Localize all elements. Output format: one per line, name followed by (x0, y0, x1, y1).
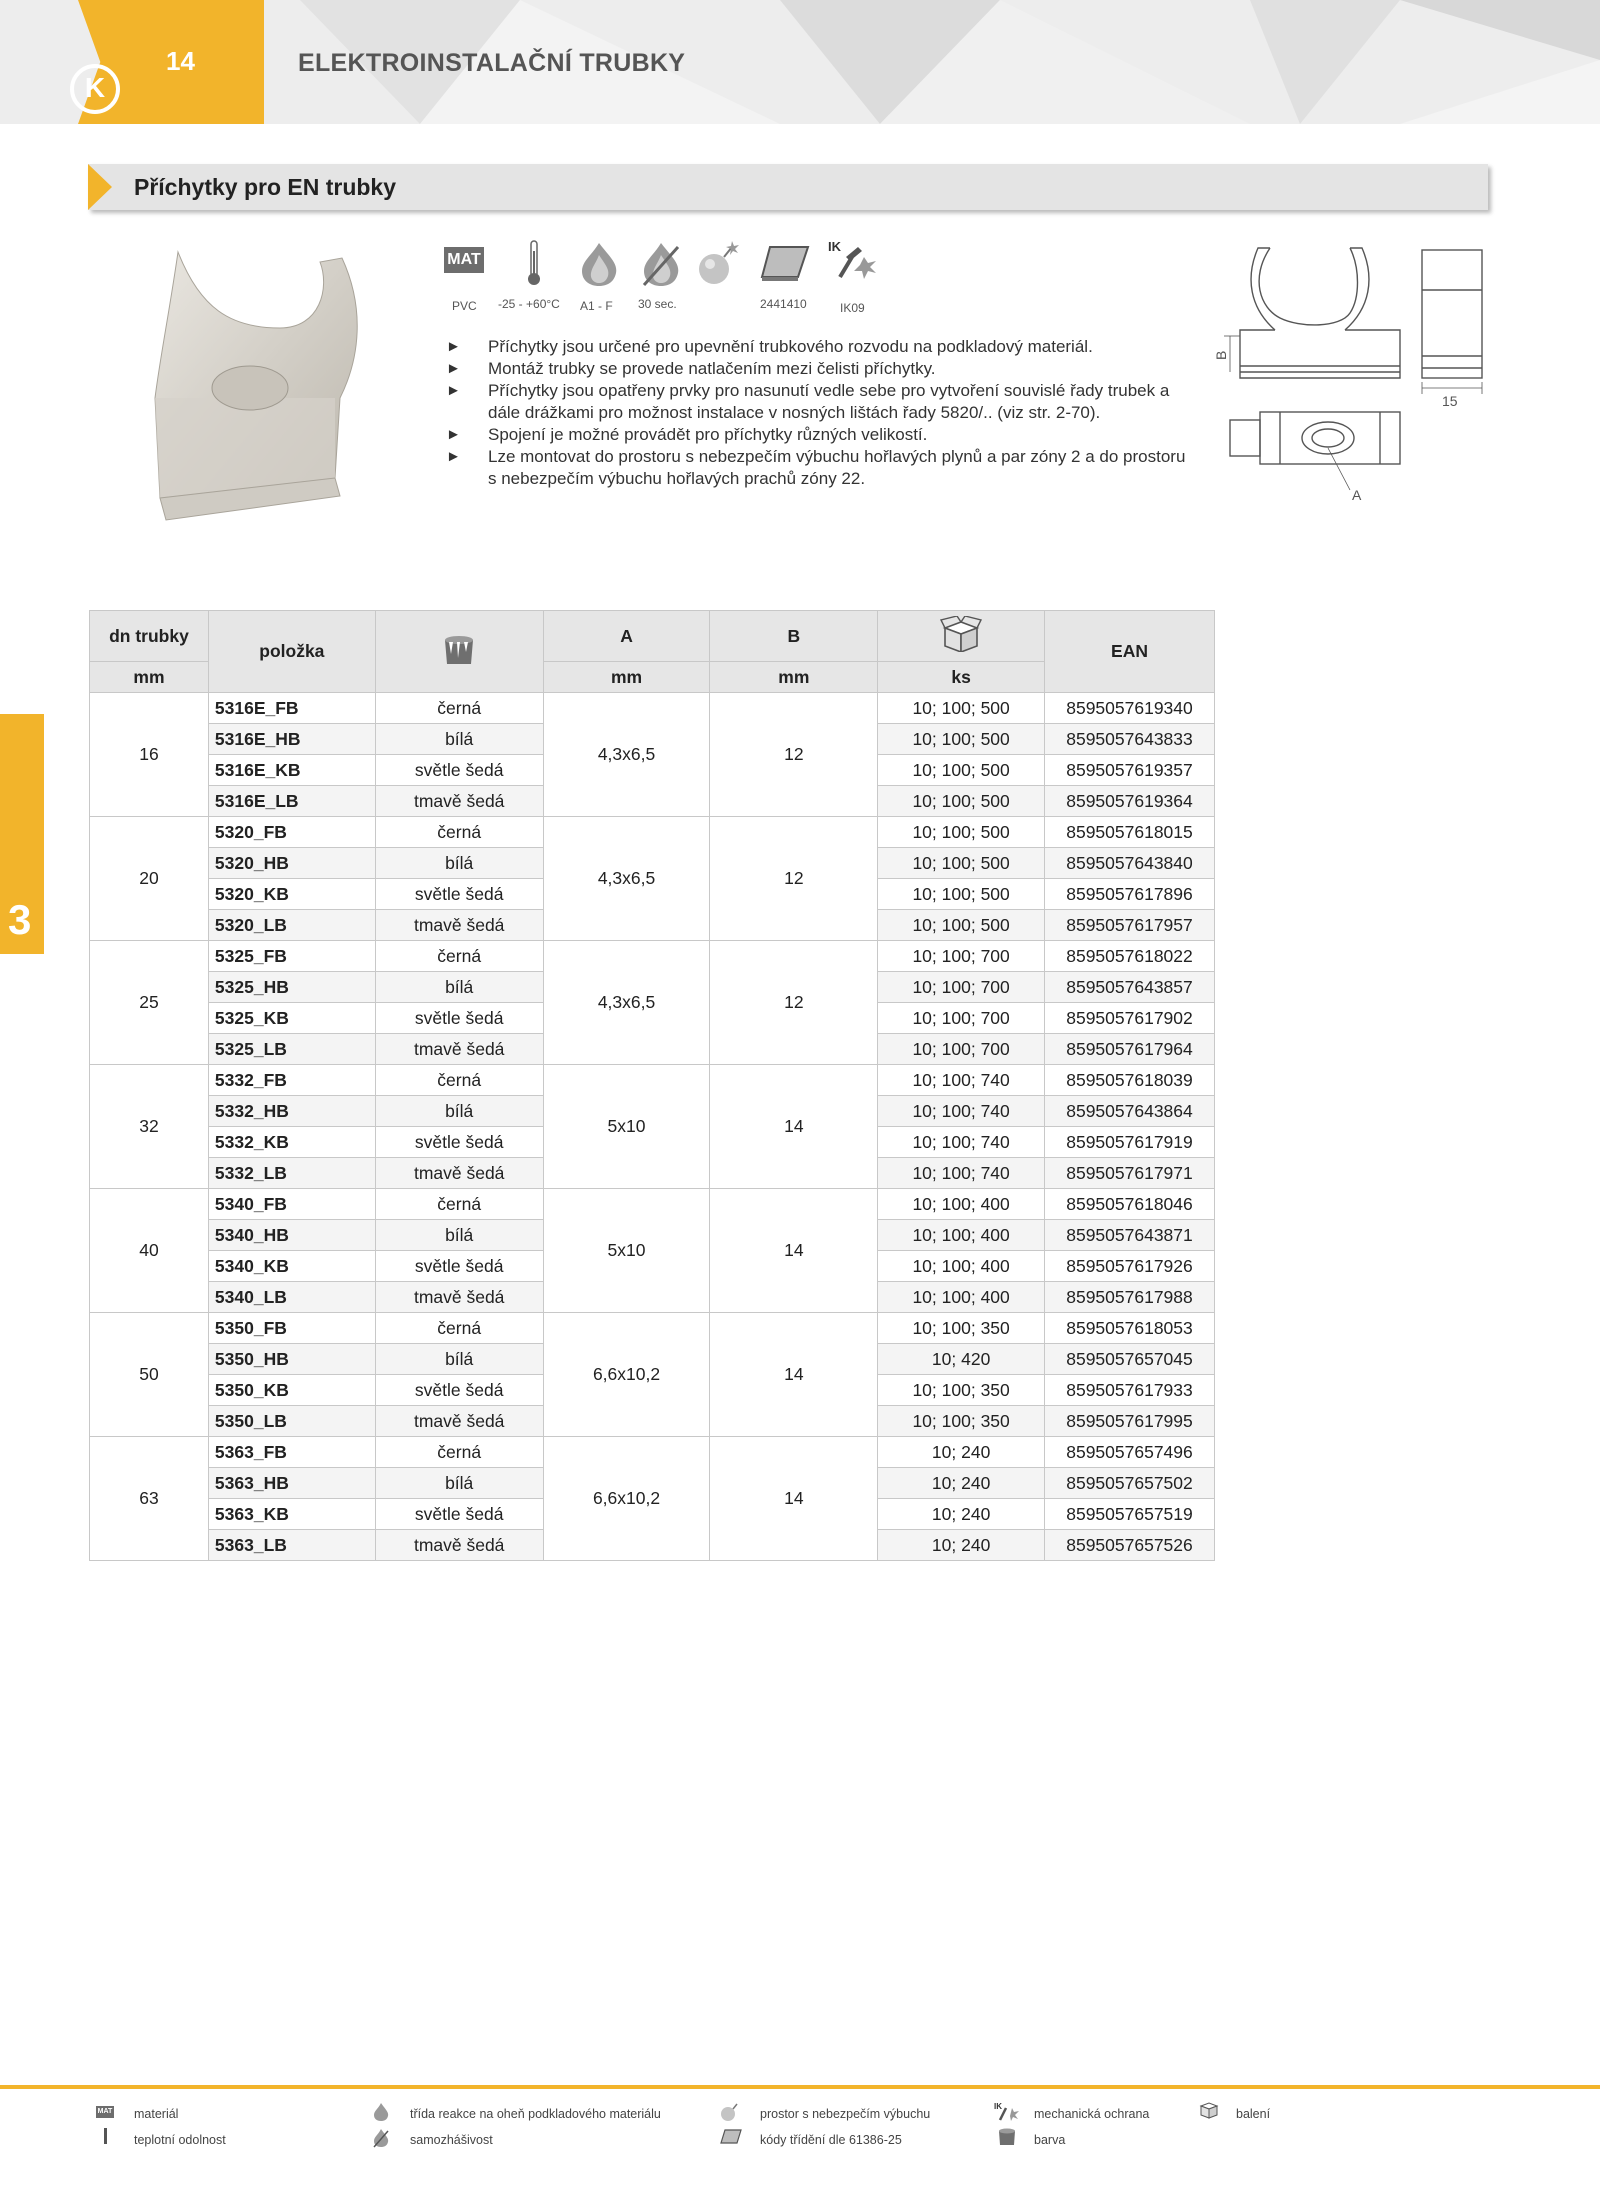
cell-item-code: 5316E_FB (208, 693, 375, 724)
col-header-ean: EAN (1045, 611, 1215, 693)
col-header-b: B (710, 611, 878, 662)
ik-text: IK (828, 239, 841, 254)
icon-label-material: PVC (452, 299, 477, 313)
cell-color: bílá (375, 1344, 543, 1375)
cell-packaging: 10; 100; 700 (878, 941, 1045, 972)
cell-a: 6,6x10,2 (543, 1437, 710, 1561)
feature-item: ► Spojení je možné provádět pro příchytky různých velikostí. (446, 424, 1188, 446)
cell-ean: 8595057617902 (1045, 1003, 1215, 1034)
cell-ean: 8595057619357 (1045, 755, 1215, 786)
cell-a: 5x10 (543, 1065, 710, 1189)
cell-item-code: 5350_FB (208, 1313, 375, 1344)
cell-packaging: 10; 100; 350 (878, 1406, 1045, 1437)
explosion-icon (696, 239, 740, 287)
cell-color: bílá (375, 724, 543, 755)
table-row (90, 1065, 1215, 1096)
cell-packaging: 10; 100; 500 (878, 817, 1045, 848)
table-row (90, 817, 1215, 848)
paint-bucket-icon (996, 2126, 1018, 2146)
paint-bucket-icon (439, 632, 479, 666)
legend-temperature: teplotní odolnost (134, 2133, 226, 2147)
cell-color: bílá (375, 1096, 543, 1127)
cell-color: bílá (375, 1220, 543, 1251)
cell-item-code: 5320_HB (208, 848, 375, 879)
product-clip-image (130, 248, 390, 530)
cell-packaging: 10; 240 (878, 1499, 1045, 1530)
legend-ik-text: IK (994, 2102, 1002, 2111)
unit-b: mm (710, 662, 878, 693)
cell-ean: 8595057617933 (1045, 1375, 1215, 1406)
dimension-label-a: A (1352, 487, 1362, 503)
table-row (90, 941, 1215, 972)
cell-color: bílá (375, 972, 543, 1003)
cell-dn: 16 (90, 693, 209, 817)
unit-ks: ks (878, 662, 1045, 693)
cell-ean: 8595057618053 (1045, 1313, 1215, 1344)
cell-ean: 8595057657519 (1045, 1499, 1215, 1530)
cell-a: 4,3x6,5 (543, 817, 710, 941)
cell-packaging: 10; 100; 500 (878, 724, 1045, 755)
cell-ean: 8595057618039 (1045, 1065, 1215, 1096)
cell-b: 12 (710, 693, 878, 817)
icon-label-temperature: -25 - +60°C (498, 297, 560, 311)
cell-item-code: 5340_KB (208, 1251, 375, 1282)
cell-ean: 8595057617988 (1045, 1282, 1215, 1313)
cell-item-code: 5332_LB (208, 1158, 375, 1189)
cell-color: tmavě šedá (375, 786, 543, 817)
impact-hammer-icon (828, 237, 880, 283)
cell-packaging: 10; 100; 500 (878, 879, 1045, 910)
footer-divider (0, 2085, 1600, 2089)
cell-packaging: 10; 100; 740 (878, 1158, 1045, 1189)
cell-packaging: 10; 100; 350 (878, 1313, 1045, 1344)
cell-b: 14 (710, 1189, 878, 1313)
cell-item-code: 5350_LB (208, 1406, 375, 1437)
cell-dn: 40 (90, 1189, 209, 1313)
cell-item-code: 5325_LB (208, 1034, 375, 1065)
cell-color: bílá (375, 1468, 543, 1499)
legend-self-extinguishing: samozhášivost (410, 2133, 493, 2147)
unit-dn: mm (90, 662, 209, 693)
cell-dn: 20 (90, 817, 209, 941)
cell-item-code: 5320_LB (208, 910, 375, 941)
cell-item-code: 5316E_LB (208, 786, 375, 817)
col-header-a: A (543, 611, 710, 662)
cell-color: světle šedá (375, 1375, 543, 1406)
legend-reaction: třída reakce na oheň podkladového materiálu (410, 2107, 661, 2121)
cell-ean: 8595057643840 (1045, 848, 1215, 879)
cell-packaging: 10; 100; 700 (878, 1003, 1045, 1034)
cell-ean: 8595057617964 (1045, 1034, 1215, 1065)
cell-color: černá (375, 1065, 543, 1096)
cell-ean: 8595057617995 (1045, 1406, 1215, 1437)
unit-a: mm (543, 662, 710, 693)
cell-color: černá (375, 693, 543, 724)
cell-ean: 8595057643833 (1045, 724, 1215, 755)
cell-ean: 8595057657045 (1045, 1344, 1215, 1375)
cell-color: černá (375, 817, 543, 848)
cell-packaging: 10; 240 (878, 1437, 1045, 1468)
table-body (90, 693, 1215, 1561)
flame-self-extinguishing-icon (640, 241, 682, 287)
cell-packaging: 10; 100; 700 (878, 1034, 1045, 1065)
cell-packaging: 10; 100; 740 (878, 1127, 1045, 1158)
cell-packaging: 10; 240 (878, 1468, 1045, 1499)
classification-code-icon (760, 243, 810, 283)
cell-dn: 32 (90, 1065, 209, 1189)
flame-reaction-icon (578, 241, 620, 287)
cell-color: světle šedá (375, 1003, 543, 1034)
cell-packaging: 10; 420 (878, 1344, 1045, 1375)
cell-color: tmavě šedá (375, 910, 543, 941)
cell-color: světle šedá (375, 1127, 543, 1158)
cell-color: světle šedá (375, 755, 543, 786)
logo-letter: K (84, 72, 106, 103)
technical-drawing (1210, 238, 1500, 508)
section-title: Příchytky pro EN trubky (134, 174, 397, 200)
cell-packaging: 10; 100; 400 (878, 1282, 1045, 1313)
cell-ean: 8595057617896 (1045, 879, 1215, 910)
cell-color: černá (375, 941, 543, 972)
cell-color: tmavě šedá (375, 1406, 543, 1437)
cell-color: tmavě šedá (375, 1034, 543, 1065)
cell-ean: 8595057643857 (1045, 972, 1215, 1003)
cell-item-code: 5350_KB (208, 1375, 375, 1406)
cell-color: světle šedá (375, 879, 543, 910)
material-icon-text: MAT (447, 251, 481, 268)
cell-packaging: 10; 100; 400 (878, 1220, 1045, 1251)
package-box-icon (1198, 2100, 1220, 2120)
material-icon: MAT (96, 2106, 114, 2118)
cell-a: 6,6x10,2 (543, 1313, 710, 1437)
cell-dn: 63 (90, 1437, 209, 1561)
cell-packaging: 10; 100; 500 (878, 755, 1045, 786)
cell-packaging: 10; 100; 500 (878, 848, 1045, 879)
cell-item-code: 5332_KB (208, 1127, 375, 1158)
cell-item-code: 5340_FB (208, 1189, 375, 1220)
cell-packaging: 10; 100; 500 (878, 910, 1045, 941)
cell-color: světle šedá (375, 1251, 543, 1282)
cell-item-code: 5316E_HB (208, 724, 375, 755)
cell-ean: 8595057617971 (1045, 1158, 1215, 1189)
col-header-item: položka (208, 611, 375, 693)
cell-item-code: 5363_HB (208, 1468, 375, 1499)
cell-ean: 8595057618046 (1045, 1189, 1215, 1220)
legend-color: barva (1034, 2133, 1066, 2147)
legend-packaging: balení (1236, 2107, 1271, 2121)
package-box-icon (939, 616, 983, 652)
product-table (89, 610, 1215, 1561)
cell-color: černá (375, 1437, 543, 1468)
cell-ean: 8595057618015 (1045, 817, 1215, 848)
cell-a: 5x10 (543, 1189, 710, 1313)
cell-item-code: 5340_LB (208, 1282, 375, 1313)
dimension-label-b: B (1213, 350, 1229, 360)
thermometer-icon (526, 239, 542, 287)
cell-packaging: 10; 100; 400 (878, 1251, 1045, 1282)
chapter-number: 3 (8, 896, 32, 943)
cell-ean: 8595057618022 (1045, 941, 1215, 972)
cell-item-code: 5320_KB (208, 879, 375, 910)
cell-item-code: 5320_FB (208, 817, 375, 848)
cell-ean: 8595057619340 (1045, 693, 1215, 724)
flame-self-extinguishing-icon (372, 2128, 390, 2148)
cell-b: 12 (710, 817, 878, 941)
table-row (90, 693, 1215, 724)
cell-item-code: 5325_KB (208, 1003, 375, 1034)
feature-item: ► Lze montovat do prostoru s nebezpečím výbuchu hořlavých plynů a par zóny 2 a do prostoru s nebezpečím výbuchu hořlavých prachů zóny 22. (446, 446, 1188, 490)
cell-item-code: 5325_HB (208, 972, 375, 1003)
table-row (90, 1189, 1215, 1220)
col-header-pack (878, 611, 1045, 662)
legend-mechanical: mechanická ochrana (1034, 2107, 1150, 2121)
col-header-color (375, 611, 543, 693)
cell-ean: 8595057657526 (1045, 1530, 1215, 1561)
thermometer-icon (104, 2128, 107, 2144)
cell-ean: 8595057657496 (1045, 1437, 1215, 1468)
cell-color: černá (375, 1189, 543, 1220)
cell-ean: 8595057617957 (1045, 910, 1215, 941)
cell-item-code: 5363_FB (208, 1437, 375, 1468)
cell-item-code: 5325_FB (208, 941, 375, 972)
legend-explosion: prostor s nebezpečím výbuchu (760, 2107, 931, 2121)
page-number: 14 (166, 46, 195, 76)
dimension-label-15: 15 (1442, 393, 1458, 409)
cell-packaging: 10; 100; 500 (878, 786, 1045, 817)
cell-item-code: 5332_HB (208, 1096, 375, 1127)
cell-b: 14 (710, 1313, 878, 1437)
icon-label-classification: 2441410 (760, 297, 807, 311)
col-header-dn: dn trubky (90, 611, 209, 662)
cell-color: tmavě šedá (375, 1158, 543, 1189)
cell-b: 14 (710, 1065, 878, 1189)
feature-item: ► Příchytky jsou určené pro upevnění trubkového rozvodu na podkladový materiál. (446, 336, 1188, 358)
feature-list (446, 336, 1188, 490)
chapter-title: ELEKTROINSTALAČNÍ TRUBKY (298, 49, 686, 77)
cell-ean: 8595057617919 (1045, 1127, 1215, 1158)
feature-item: ► Příchytky jsou opatřeny prvky pro nasunutí vedle sebe pro vytvoření souvislé řady trubek a dále drážkami pro možnost instalace v nosných lištách řady 5820/.. (viz str. 2-70). (446, 380, 1188, 424)
cell-ean: 8595057619364 (1045, 786, 1215, 817)
explosion-icon (720, 2102, 740, 2122)
cell-b: 12 (710, 941, 878, 1065)
cell-packaging: 10; 100; 500 (878, 693, 1045, 724)
cell-ean: 8595057617926 (1045, 1251, 1215, 1282)
material-icon (444, 247, 484, 273)
cell-color: světle šedá (375, 1499, 543, 1530)
cell-item-code: 5350_HB (208, 1344, 375, 1375)
impact-hammer-icon (994, 2100, 1020, 2122)
cell-color: bílá (375, 848, 543, 879)
cell-a: 4,3x6,5 (543, 941, 710, 1065)
brand-logo (70, 64, 120, 114)
classification-code-icon (720, 2128, 742, 2146)
cell-item-code: 5363_KB (208, 1499, 375, 1530)
cell-color: tmavě šedá (375, 1530, 543, 1561)
icon-label-self-extinguishing: 30 sec. (638, 297, 677, 311)
table-row (90, 1313, 1215, 1344)
cell-color: černá (375, 1313, 543, 1344)
cell-packaging: 10; 100; 350 (878, 1375, 1045, 1406)
cell-item-code: 5363_LB (208, 1530, 375, 1561)
cell-ean: 8595057643871 (1045, 1220, 1215, 1251)
table-header-row (90, 611, 1215, 662)
cell-dn: 50 (90, 1313, 209, 1437)
cell-packaging: 10; 100; 400 (878, 1189, 1045, 1220)
cell-a: 4,3x6,5 (543, 693, 710, 817)
cell-ean: 8595057643864 (1045, 1096, 1215, 1127)
cell-packaging: 10; 100; 700 (878, 972, 1045, 1003)
icon-label-ik: IK09 (840, 301, 865, 315)
cell-packaging: 10; 100; 740 (878, 1065, 1045, 1096)
cell-item-code: 5316E_KB (208, 755, 375, 786)
cell-packaging: 10; 100; 740 (878, 1096, 1045, 1127)
cell-item-code: 5332_FB (208, 1065, 375, 1096)
legend-classification: kódy třídění dle 61386-25 (760, 2133, 902, 2147)
cell-item-code: 5340_HB (208, 1220, 375, 1251)
cell-dn: 25 (90, 941, 209, 1065)
cell-ean: 8595057657502 (1045, 1468, 1215, 1499)
cell-color: tmavě šedá (375, 1282, 543, 1313)
cell-packaging: 10; 240 (878, 1530, 1045, 1561)
flame-reaction-icon (372, 2102, 390, 2122)
cell-b: 14 (710, 1437, 878, 1561)
legend-material: materiál (134, 2107, 179, 2121)
icon-label-reaction: A1 - F (580, 299, 613, 313)
table-row (90, 1437, 1215, 1468)
feature-item: ► Montáž trubky se provede natlačením mezi čelisti příchytky. (446, 358, 1188, 380)
